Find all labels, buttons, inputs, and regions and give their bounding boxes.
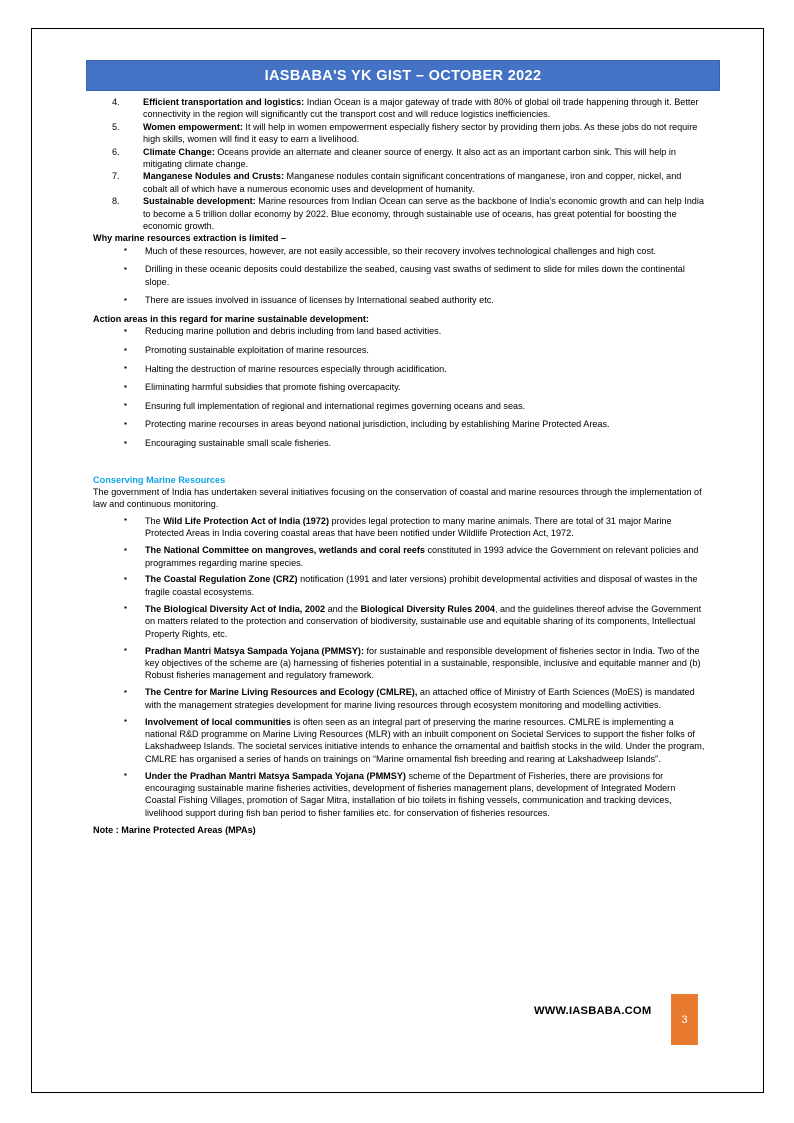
list-item [93, 344, 705, 356]
action-areas-list [93, 325, 705, 449]
list-item-number: 8. [112, 196, 120, 207]
list-item [93, 770, 705, 820]
list-item-text: Protecting marine recourses in areas beyond national jurisdiction, including by establishing Marine Protected Areas. [145, 419, 610, 430]
list-item [93, 170, 705, 195]
action-areas-heading: Action areas in this regard for marine sustainable development: [93, 314, 369, 325]
square-bullet-icon: ▪ [124, 716, 127, 726]
square-bullet-icon: ▪ [124, 645, 127, 654]
conserving-initiatives-list [93, 515, 705, 819]
square-bullet-icon: ▪ [124, 363, 127, 373]
list-item-text: Promoting sustainable exploitation of marine resources. [145, 345, 369, 356]
list-item-text: Indian Ocean is a major gateway of trade with 80% of global oil trade happening through it. Better connectivity in the region will significantly cut the transport cost and will reduce logistics inefficiencies. [143, 97, 699, 120]
footer-website-url: WWW.IASBABA.COM [534, 1005, 652, 1017]
list-item-number: 7. [112, 171, 120, 182]
list-item-text: It will help in women empowerment especially fishery sector by providing them jobs. As these jobs do not require high skills, women will find it easy to earn a livelihood. [143, 121, 698, 145]
list-item [93, 645, 705, 682]
list-item [93, 400, 705, 412]
list-item [93, 195, 705, 232]
list-item [93, 686, 705, 711]
list-item [93, 716, 705, 766]
square-bullet-icon: ▪ [124, 437, 127, 447]
list-item-bold-term: The National Committee on mangroves, wetlands and coral reefs [145, 545, 425, 556]
note-line: Note : Marine Protected Areas (MPAs) [93, 824, 256, 835]
list-item [93, 381, 705, 393]
square-bullet-icon: ▪ [124, 400, 127, 410]
list-item [93, 96, 705, 121]
document-content [93, 96, 705, 836]
list-item-lead: Manganese Nodules and Crusts: [143, 171, 284, 182]
list-item-text: , and the guidelines thereof advise the Government on matters related to the protection and conservation of biodiversity, sustainable use and equitable sharing of its components, Intellectual Property Rights, etc. [145, 603, 702, 639]
list-item-text: There are issues involved in issuance of licenses by International seabed authority etc. [145, 295, 494, 306]
list-item-text: Drilling in these oceanic deposits could destabilize the seabed, causing vast swaths of sediment to slide for miles down the continental slope. [145, 264, 685, 287]
list-item [93, 515, 705, 540]
square-bullet-icon: ▪ [124, 381, 127, 391]
list-item-lead: Sustainable development: [143, 196, 256, 207]
square-bullet-icon: ▪ [124, 263, 127, 273]
conserving-section-heading: Conserving Marine Resources [93, 474, 226, 485]
list-item [93, 418, 705, 430]
list-item-bold-term: The Biological Diversity Act of India, 2002 [145, 603, 326, 614]
list-item [93, 363, 705, 375]
list-item-text: an attached office of Ministry of Earth Sciences (MoES) is mandated with the management strategies development for marine living resources through ecosystem monitoring and modelling activities. [145, 687, 695, 710]
list-item-text: Oceans provide an alternate and cleaner source of energy. It also act as an important carbon sink. This will help in mitigating climate change. [143, 146, 676, 170]
list-item-bold-term: The Centre for Marine Living Resources and Ecology (CMLRE), [145, 687, 418, 698]
list-item-text: Halting the destruction of marine resources especially through acidification. [145, 363, 447, 374]
conserving-intro-paragraph: The government of India has undertaken several initiatives focusing on the conservation of coastal and marine resources through the implementation of law and continuous monitoring. [93, 487, 702, 510]
list-item-bold-term: Pradhan Mantri Matsya Sampada Yojana (PMMSY): [145, 645, 364, 656]
list-item-mid-text: and the [325, 603, 361, 614]
list-item-bold-term: The Coastal Regulation Zone (CRZ) [145, 574, 298, 585]
square-bullet-icon: ▪ [124, 770, 127, 780]
list-item-text: scheme of the Department of Fisheries, there are provisions for encouraging sustainable marine fisheries activities, development of fisheries management plans, development of Integrated Modern Coastal Fishing Villages, promotion of Sagar Mitra, installation of bio toilets in fishing vessels, communication and tracking devices, livelihood support during fish ban period to fisher families etc. for conservation of fisheries resources. [145, 770, 676, 818]
list-item-text: constituted in 1993 advice the Government on relevant policies and programmes regarding marine species. [145, 545, 699, 568]
list-item-bold-term: Under the Pradhan Mantri Matsya Sampada Yojana (PMMSY) [145, 770, 406, 781]
list-item [93, 146, 705, 171]
square-bullet-icon: ▪ [124, 544, 127, 554]
list-item-text: Much of these resources, however, are not easily accessible, so their recovery involves technological challenges and high cost. [145, 245, 657, 256]
list-item-text: provides legal protection to many marine animals. There are total of 31 major Marine Protected Areas in India covering coastal areas that have been notified under Wildlife Protection Act, 1972. [145, 515, 672, 539]
list-item-bold-term: Wild Life Protection Act of India (1972) [163, 515, 330, 526]
list-item [93, 121, 705, 146]
square-bullet-icon: ▪ [124, 573, 127, 583]
list-item [93, 437, 705, 449]
page-number-badge [671, 994, 698, 1045]
list-item [93, 263, 705, 288]
list-item-prefix: The [145, 515, 164, 526]
list-item-text: Marine resources from Indian Ocean can serve as the backbone of India’s economic growth and can help India to become a 5 trillion dollar economy by 2022. Blue economy, through sustainable use of oceans, has great potential for boosting the economic growth. [143, 196, 704, 232]
list-item [93, 294, 705, 306]
list-item-lead: Efficient transportation and logistics: [143, 97, 305, 107]
list-item-lead: Climate Change: [143, 146, 215, 157]
list-item-lead: Women empowerment: [143, 121, 243, 132]
square-bullet-icon: ▪ [124, 294, 127, 304]
square-bullet-icon: ▪ [124, 686, 127, 696]
list-item-number: 4. [112, 97, 120, 107]
list-item-text: Eliminating harmful subsidies that promote fishing overcapacity. [145, 382, 401, 393]
list-item [93, 245, 705, 257]
square-bullet-icon: ▪ [124, 515, 127, 525]
square-bullet-icon: ▪ [124, 245, 127, 255]
page-number: 3 [681, 1013, 688, 1026]
list-item-number: 5. [112, 121, 120, 132]
why-limited-heading: Why marine resources extraction is limited – [93, 233, 287, 244]
list-item [93, 603, 705, 640]
list-item [93, 573, 705, 598]
list-item-text: for sustainable and responsible development of fisheries sector in India. Two of the key objectives of the scheme are (a) harnessing of fisheries potential in a sustainable, responsible, inclusive and equitable manner and (b) Robust fisheries management and regulatory framework. [145, 645, 701, 681]
page-title: IASBABA'S YK GIST – OCTOBER 2022 [264, 67, 542, 84]
list-item-text: Reducing marine pollution and debris including from land based activities. [145, 326, 442, 337]
why-limited-list [93, 245, 705, 307]
list-item-text: notification (1991 and later versions) prohibit developmental activities and disposal of wastes in the fragile coastal ecosystems. [145, 574, 698, 597]
square-bullet-icon: ▪ [124, 603, 127, 613]
list-item [93, 325, 705, 337]
list-item-bold-term: Involvement of local communities [145, 716, 292, 727]
list-item-bold-term-2: Biological Diversity Rules 2004 [360, 603, 495, 614]
list-item [93, 544, 705, 569]
list-item-text: Ensuring full implementation of regional and international regimes governing oceans and seas. [145, 400, 526, 411]
list-item-number: 6. [112, 146, 120, 157]
square-bullet-icon: ▪ [124, 418, 127, 428]
section-spacer [93, 456, 705, 474]
benefits-numbered-list [93, 96, 705, 232]
list-item-text: is often seen as an integral part of preserving the marine resources. CMLRE is implementing a national R&D programme on Marine Living Resources (MLR) with an inbuilt component on Societal Services to support the fisher folks of Lakshadweep Islands. The societal services initiative intends to enhance the ornamental and baitfish stocks in the wild. Under the program, CMLRE has organised a series of hands on trainings on “Marine ornamental fish breeding and rearing at Lakshadweep Islands”. [145, 716, 705, 764]
square-bullet-icon: ▪ [124, 325, 127, 335]
list-item-text: Manganese nodules contain significant concentrations of manganese, iron and copper, nickel, and cobalt all of which have a numerous economic uses and development of humanity. [143, 171, 682, 194]
document-title-banner [86, 60, 720, 91]
square-bullet-icon: ▪ [124, 344, 127, 354]
list-item-text: Encouraging sustainable small scale fisheries. [145, 438, 332, 449]
